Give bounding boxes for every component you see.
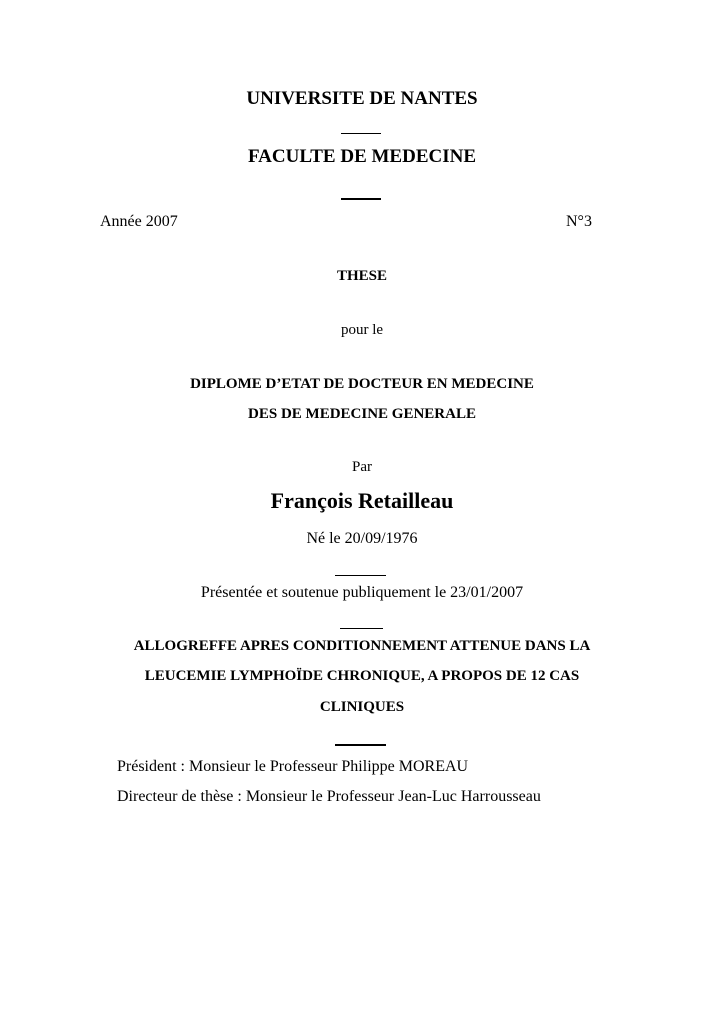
author-name: François Retailleau: [270, 488, 454, 513]
diploma-line-2: DES DE MEDECINE GENERALE: [248, 406, 476, 422]
year-label: Année 2007: [100, 213, 178, 230]
separator-rule: [341, 133, 381, 134]
thesis-kind: THESE: [336, 268, 388, 284]
thesis-number: N°3: [566, 213, 592, 230]
thesis-title-line-2: LEUCEMIE LYMPHOÏDE CHRONIQUE, A PROPOS DE 12 CAS: [144, 668, 580, 684]
thesis-title-line-1: ALLOGREFFE APRES CONDITIONNEMENT ATTENUE DANS LA: [133, 638, 591, 654]
separator-rule: [335, 744, 386, 746]
separator-rule: [335, 575, 386, 576]
university-name: UNIVERSITE DE NANTES: [246, 88, 478, 109]
jury-president: Président : Monsieur le Professeur Philippe MOREAU: [117, 758, 469, 775]
by-label: Par: [352, 459, 372, 475]
defense-statement: Présentée et soutenue publiquement le 23/01/2007: [200, 584, 524, 601]
diploma-line-1: DIPLOME D’ETAT DE DOCTEUR EN MEDECINE: [190, 376, 534, 392]
birth-date: Né le 20/09/1976: [306, 530, 418, 547]
jury-director: Directeur de thèse : Monsieur le Professeur Jean-Luc Harrousseau: [117, 788, 541, 805]
faculty-name: FACULTE DE MEDECINE: [247, 146, 477, 167]
for-label: pour le: [340, 322, 384, 338]
separator-rule: [341, 198, 381, 200]
thesis-title-line-3: CLINIQUES: [319, 699, 405, 715]
separator-rule: [340, 628, 383, 629]
